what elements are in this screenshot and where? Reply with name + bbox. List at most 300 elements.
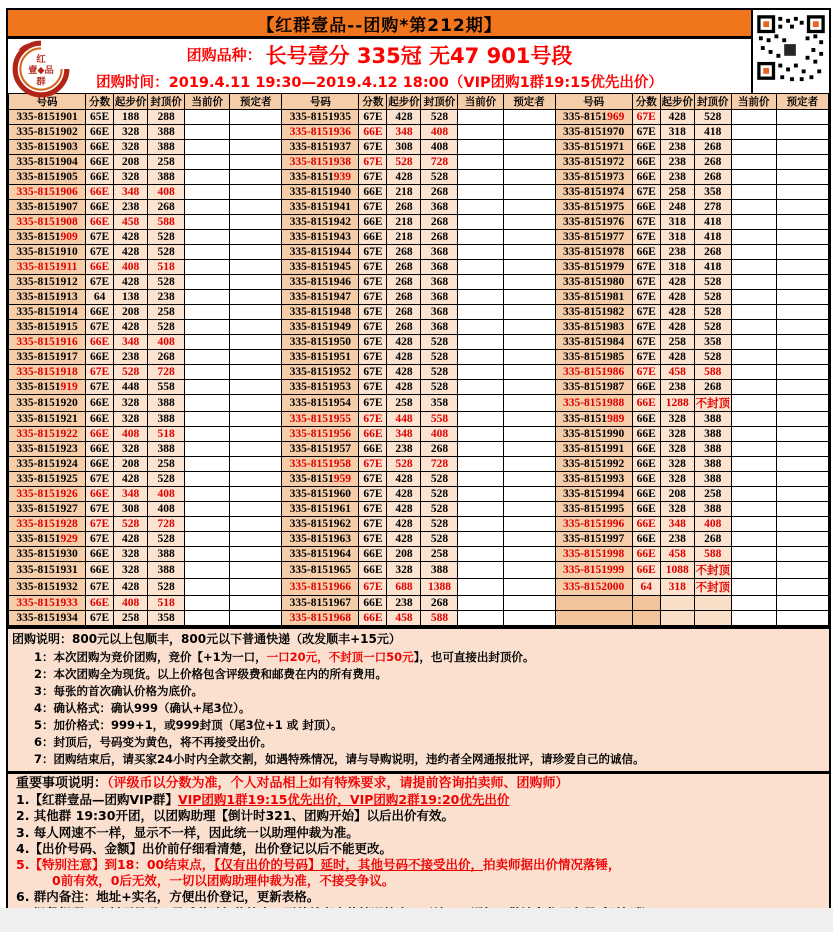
score-cell: 66E: [359, 596, 387, 611]
note-line: 3. 每人网速不一样，显示不一样，因此统一以助理仲裁为准。: [16, 824, 359, 840]
number-cell: 335-8151955: [282, 412, 359, 427]
number-cell: 335-8151998: [555, 547, 632, 562]
current-price-cell: [458, 427, 503, 442]
cap-price-cell: 408: [421, 125, 458, 140]
current-price-cell: [458, 185, 503, 200]
table-row: [9, 230, 829, 245]
start-price-cell: 408: [114, 260, 148, 275]
score-cell: 67E: [632, 185, 660, 200]
bidder-cell: [776, 185, 828, 200]
score-cell: 65E: [86, 110, 114, 125]
cap-price-cell: 528: [421, 110, 458, 125]
bidder-cell: [776, 215, 828, 230]
bidder-cell: [230, 125, 282, 140]
current-price-cell: [458, 547, 503, 562]
start-price-cell: 428: [387, 472, 421, 487]
number-cell: 335-8151919: [9, 380, 86, 395]
note-line: 6. 群内备注：地址+实名，方便出价登记，更新表格。: [16, 889, 320, 905]
qr-box: [751, 10, 829, 93]
number-cell: 335-8151933: [9, 596, 86, 611]
bidder-cell: [776, 170, 828, 185]
table-row: [9, 472, 829, 487]
start-price-cell: 328: [114, 395, 148, 412]
score-cell: 67E: [359, 380, 387, 395]
current-price-cell: [458, 350, 503, 365]
number-cell: 335-8151947: [282, 290, 359, 305]
number-cell: 335-8151991: [555, 442, 632, 457]
current-price-cell: [185, 305, 230, 320]
col-header-current-price: 当前价: [185, 94, 230, 110]
cap-price-cell: 278: [694, 200, 731, 215]
number-cell: 335-8151986: [555, 365, 632, 380]
bidder-cell: [776, 155, 828, 170]
time-line: 团购时间：2019.4.11 19:30—2019.4.12 18:00（VIP团购1群19:15优先出价）: [96, 75, 663, 91]
score-cell: 66E: [632, 170, 660, 185]
start-price-cell: 208: [114, 305, 148, 320]
current-price-cell: [458, 517, 503, 532]
cap-price-cell: 518: [148, 427, 185, 442]
score-cell: 66E: [632, 412, 660, 427]
score-cell: 67E: [359, 320, 387, 335]
cap-price-cell: 268: [148, 350, 185, 365]
current-price-cell: [185, 427, 230, 442]
cap-price-cell: 258: [694, 487, 731, 502]
cap-price-cell: 588: [421, 611, 458, 626]
note-line: 0前有效，0后无效，一切以团购助理仲裁为准，不接受争议。: [52, 873, 395, 889]
cap-price-cell: 258: [148, 457, 185, 472]
col-header-score: 分数: [86, 94, 114, 110]
score-cell: 67E: [359, 260, 387, 275]
current-price-cell: [458, 380, 503, 395]
current-price-cell: [185, 502, 230, 517]
number-cell: 335-8151953: [282, 380, 359, 395]
cap-price-cell: 不封顶: [694, 395, 731, 412]
bidder-cell: [230, 412, 282, 427]
current-price-cell: [731, 532, 776, 547]
number-cell: 335-8151982: [555, 305, 632, 320]
start-price-cell: 428: [114, 532, 148, 547]
start-price-cell: 428: [387, 487, 421, 502]
cap-price-cell: 358: [421, 395, 458, 412]
number-cell: 335-8151910: [9, 245, 86, 260]
table-row: [9, 290, 829, 305]
current-price-cell: [458, 596, 503, 611]
cap-price-cell: 368: [421, 290, 458, 305]
cap-price-cell: 268: [694, 245, 731, 260]
note-line: 1：本次团购为竞价团购，竞价【+1为一口，一口20元，不封顶一口50元】，也可直接出封顶价。: [34, 650, 535, 664]
score-cell: 67E: [632, 110, 660, 125]
bidder-cell: [230, 547, 282, 562]
number-cell: 335-8151994: [555, 487, 632, 502]
cap-price-cell: 368: [421, 320, 458, 335]
table-row: [9, 412, 829, 427]
start-price-cell: 458: [387, 611, 421, 626]
cap-price-cell: 1388: [421, 579, 458, 596]
current-price-cell: [458, 305, 503, 320]
bidder-cell: [503, 170, 555, 185]
score-cell: 66E: [86, 596, 114, 611]
score-cell: 67E: [632, 230, 660, 245]
cap-price-cell: 238: [148, 290, 185, 305]
bidder-cell: [503, 487, 555, 502]
bidder-cell: [230, 260, 282, 275]
score-cell: 67E: [86, 532, 114, 547]
score-cell: [632, 611, 660, 626]
current-price-cell: [731, 502, 776, 517]
current-price-cell: [458, 365, 503, 380]
current-price-cell: [458, 472, 503, 487]
current-price-cell: [185, 562, 230, 579]
current-price-cell: [731, 579, 776, 596]
cap-price-cell: 528: [421, 170, 458, 185]
score-cell: 67E: [359, 365, 387, 380]
number-cell: 335-8151945: [282, 260, 359, 275]
start-price-cell: 428: [114, 245, 148, 260]
bidder-cell: [776, 487, 828, 502]
number-cell: 335-8151976: [555, 215, 632, 230]
current-price-cell: [185, 380, 230, 395]
number-cell: 335-8151977: [555, 230, 632, 245]
start-price-cell: 528: [387, 457, 421, 472]
start-price-cell: 238: [660, 380, 694, 395]
score-cell: 67E: [359, 110, 387, 125]
cap-price-cell: 528: [148, 320, 185, 335]
cap-price-cell: 528: [421, 472, 458, 487]
cap-price-cell: 268: [421, 230, 458, 245]
bidder-cell: [230, 442, 282, 457]
table-row: [9, 275, 829, 290]
score-cell: 67E: [359, 517, 387, 532]
start-price-cell: 328: [114, 170, 148, 185]
current-price-cell: [185, 185, 230, 200]
number-cell: 335-8151963: [282, 532, 359, 547]
number-cell: 335-8151932: [9, 579, 86, 596]
col-header-bidder: 预定者: [776, 94, 828, 110]
bidder-cell: [503, 125, 555, 140]
number-cell: 335-8152000: [555, 579, 632, 596]
number-cell: 335-8151985: [555, 350, 632, 365]
current-price-cell: [731, 260, 776, 275]
score-cell: 66E: [632, 155, 660, 170]
bidder-cell: [230, 140, 282, 155]
number-cell: 335-8151928: [9, 517, 86, 532]
cap-price-cell: 268: [421, 596, 458, 611]
cap-price-cell: 528: [694, 275, 731, 290]
bidder-cell: [503, 155, 555, 170]
start-price-cell: 328: [114, 562, 148, 579]
score-cell: 67E: [359, 412, 387, 427]
cap-price-cell: 368: [421, 245, 458, 260]
score-cell: 66E: [632, 517, 660, 532]
number-cell: 335-8151974: [555, 185, 632, 200]
start-price-cell: 238: [114, 200, 148, 215]
score-cell: 66E: [632, 562, 660, 579]
current-price-cell: [458, 579, 503, 596]
cap-price-cell: 728: [148, 365, 185, 380]
current-price-cell: [731, 125, 776, 140]
cap-price-cell: 408: [421, 427, 458, 442]
score-cell: 66E: [86, 200, 114, 215]
current-price-cell: [458, 442, 503, 457]
cap-price-cell: 不封顶: [694, 562, 731, 579]
current-price-cell: [731, 412, 776, 427]
current-price-cell: [731, 155, 776, 170]
current-price-cell: [185, 140, 230, 155]
current-price-cell: [185, 110, 230, 125]
number-cell: 335-8151915: [9, 320, 86, 335]
score-cell: 67E: [359, 395, 387, 412]
notes-title: 团购说明：800元以上包顺丰，800元以下普通快递（改发顺丰+15元）: [12, 632, 401, 646]
score-cell: 67E: [632, 290, 660, 305]
cap-price-cell: 388: [694, 412, 731, 427]
table-row: [9, 457, 829, 472]
current-price-cell: [185, 412, 230, 427]
start-price-cell: 208: [114, 155, 148, 170]
bidder-cell: [776, 110, 828, 125]
header-left: [8, 10, 751, 93]
bidder-cell: [503, 320, 555, 335]
col-header-start-price: 起步价: [660, 94, 694, 110]
cap-price-cell: 528: [148, 472, 185, 487]
score-cell: 67E: [359, 457, 387, 472]
number-cell: 335-8151949: [282, 320, 359, 335]
current-price-cell: [731, 457, 776, 472]
bidder-cell: [776, 230, 828, 245]
col-header-start-price: 起步价: [114, 94, 148, 110]
bidder-cell: [230, 502, 282, 517]
bidder-cell: [776, 442, 828, 457]
number-cell: 335-8151937: [282, 140, 359, 155]
start-price-cell: 308: [114, 502, 148, 517]
start-price-cell: 1288: [660, 395, 694, 412]
score-cell: 67E: [86, 275, 114, 290]
bidder-cell: [503, 335, 555, 350]
cap-price-cell: 388: [148, 442, 185, 457]
cap-price-cell: 288: [148, 110, 185, 125]
start-price-cell: 428: [387, 335, 421, 350]
score-cell: 67E: [86, 230, 114, 245]
start-price-cell: 428: [660, 290, 694, 305]
current-price-cell: [731, 395, 776, 412]
bidder-cell: [776, 125, 828, 140]
bidder-cell: [230, 380, 282, 395]
start-price-cell: 348: [387, 427, 421, 442]
start-price-cell: 328: [387, 562, 421, 579]
start-price-cell: 308: [387, 140, 421, 155]
start-price-cell: 238: [387, 442, 421, 457]
table-row: [9, 596, 829, 611]
bidder-cell: [776, 395, 828, 412]
score-cell: 66E: [632, 487, 660, 502]
bidder-cell: [230, 305, 282, 320]
score-cell: 67E: [359, 290, 387, 305]
score-cell: 67E: [86, 579, 114, 596]
number-cell: 335-8151962: [282, 517, 359, 532]
number-cell: 335-8151960: [282, 487, 359, 502]
cap-price-cell: 728: [421, 155, 458, 170]
cap-price-cell: 518: [148, 596, 185, 611]
table-row: [9, 532, 829, 547]
current-price-cell: [458, 290, 503, 305]
cap-price-cell: 388: [421, 562, 458, 579]
current-price-cell: [731, 611, 776, 626]
score-cell: 67E: [86, 517, 114, 532]
start-price-cell: 528: [114, 517, 148, 532]
number-cell: 335-8151926: [9, 487, 86, 502]
current-price-cell: [731, 110, 776, 125]
start-price-cell: 318: [660, 579, 694, 596]
start-price-cell: 428: [387, 517, 421, 532]
score-cell: 67E: [359, 487, 387, 502]
number-cell: 335-8151909: [9, 230, 86, 245]
number-cell: 335-8151935: [282, 110, 359, 125]
cap-price-cell: 558: [421, 412, 458, 427]
bidder-cell: [776, 140, 828, 155]
number-cell: 335-8151934: [9, 611, 86, 626]
score-cell: 67E: [86, 472, 114, 487]
bidder-cell: [503, 140, 555, 155]
number-cell: 335-8151920: [9, 395, 86, 412]
number-cell: 335-8151936: [282, 125, 359, 140]
table-row: [9, 110, 829, 125]
start-price-cell: 458: [114, 215, 148, 230]
bidder-cell: [776, 320, 828, 335]
current-price-cell: [458, 335, 503, 350]
current-price-cell: [185, 547, 230, 562]
score-cell: 67E: [86, 502, 114, 517]
score-cell: 66E: [359, 547, 387, 562]
bidder-cell: [230, 230, 282, 245]
start-price-cell: 318: [660, 215, 694, 230]
cap-price-cell: 408: [694, 517, 731, 532]
number-cell: 335-8151917: [9, 350, 86, 365]
note-line: 4：确认格式：确认999（确认+尾3位）。: [34, 701, 251, 715]
cap-price-cell: 388: [148, 562, 185, 579]
current-price-cell: [731, 427, 776, 442]
current-price-cell: [458, 395, 503, 412]
table-row: [9, 305, 829, 320]
start-price-cell: 138: [114, 290, 148, 305]
current-price-cell: [731, 140, 776, 155]
table-row: [9, 442, 829, 457]
start-price-cell: 328: [114, 442, 148, 457]
score-cell: 67E: [359, 579, 387, 596]
number-cell: 335-8151972: [555, 155, 632, 170]
current-price-cell: [185, 170, 230, 185]
note-line: 4.【出价号码、金额】出价前仔细看清楚，出价登记以后不能更改。: [16, 840, 392, 856]
start-price-cell: 258: [114, 611, 148, 626]
variety-label: 团购品种：: [186, 46, 262, 64]
start-price-cell: 688: [387, 579, 421, 596]
bidder-cell: [776, 532, 828, 547]
cap-price-cell: 418: [694, 125, 731, 140]
start-price-cell: 428: [114, 579, 148, 596]
start-price-cell: 248: [660, 200, 694, 215]
number-cell: 335-8151908: [9, 215, 86, 230]
number-cell: 335-8151988: [555, 395, 632, 412]
bidder-cell: [776, 427, 828, 442]
cap-price-cell: 528: [694, 110, 731, 125]
number-cell: 335-8151973: [555, 170, 632, 185]
bidder-cell: [230, 457, 282, 472]
score-cell: 67E: [359, 200, 387, 215]
score-cell: 66E: [359, 427, 387, 442]
auction-sheet: [6, 8, 831, 932]
bidder-cell: [503, 427, 555, 442]
number-cell: 335-8151942: [282, 215, 359, 230]
score-cell: 66E: [359, 215, 387, 230]
bidder-cell: [776, 412, 828, 427]
start-price-cell: 268: [387, 245, 421, 260]
col-header-cap-price: 封顶价: [694, 94, 731, 110]
start-price-cell: 238: [660, 532, 694, 547]
start-price-cell: 188: [114, 110, 148, 125]
current-price-cell: [185, 350, 230, 365]
current-price-cell: [185, 611, 230, 626]
score-cell: 66E: [86, 412, 114, 427]
current-price-cell: [458, 562, 503, 579]
current-price-cell: [458, 487, 503, 502]
score-cell: 67E: [632, 125, 660, 140]
bidder-cell: [776, 547, 828, 562]
table-row: [9, 350, 829, 365]
table-row: [9, 502, 829, 517]
start-price-cell: 328: [660, 472, 694, 487]
cap-price-cell: 408: [148, 185, 185, 200]
bidder-cell: [503, 579, 555, 596]
note-line: 重要事项说明：（评级币以分数为准，个人对品相上如有特殊要求，请提前咨询拍卖师、团购师）: [16, 776, 569, 791]
svg-text:壹◆品: 壹◆品: [28, 65, 54, 77]
number-cell: 335-8151924: [9, 457, 86, 472]
number-cell: 335-8151958: [282, 457, 359, 472]
number-cell: 335-8151946: [282, 275, 359, 290]
start-price-cell: 348: [387, 125, 421, 140]
start-price-cell: 218: [387, 230, 421, 245]
current-price-cell: [458, 275, 503, 290]
current-price-cell: [185, 125, 230, 140]
number-cell: 335-8151907: [9, 200, 86, 215]
score-cell: 66E: [359, 230, 387, 245]
score-cell: 67E: [359, 502, 387, 517]
col-header-bidder: 预定者: [230, 94, 282, 110]
cap-price-cell: 408: [421, 140, 458, 155]
col-header-cap-price: 封顶价: [148, 94, 185, 110]
table-row: [9, 185, 829, 200]
score-cell: 67E: [632, 365, 660, 380]
current-price-cell: [185, 155, 230, 170]
table-row: [9, 155, 829, 170]
cap-price-cell: 388: [148, 125, 185, 140]
cap-price-cell: 528: [694, 350, 731, 365]
number-cell: 335-8151916: [9, 335, 86, 350]
score-cell: 66E: [86, 442, 114, 457]
score-cell: 66E: [359, 125, 387, 140]
start-price-cell: 428: [387, 532, 421, 547]
bidder-cell: [230, 350, 282, 365]
score-cell: 66E: [86, 547, 114, 562]
number-cell: 335-8151959: [282, 472, 359, 487]
cap-price-cell: 388: [694, 502, 731, 517]
start-price-cell: 458: [660, 547, 694, 562]
number-cell: 335-8151951: [282, 350, 359, 365]
number-cell: 335-8151967: [282, 596, 359, 611]
note-line: 5.【特别注意】到18：00结束点，【仅有出价的号码】延时，其他号码不接受出价，拍卖师据出价情况落锤，: [16, 857, 621, 873]
bidder-cell: [503, 200, 555, 215]
cap-price-cell: 528: [148, 245, 185, 260]
current-price-cell: [458, 230, 503, 245]
current-price-cell: [458, 155, 503, 170]
score-cell: 66E: [632, 532, 660, 547]
